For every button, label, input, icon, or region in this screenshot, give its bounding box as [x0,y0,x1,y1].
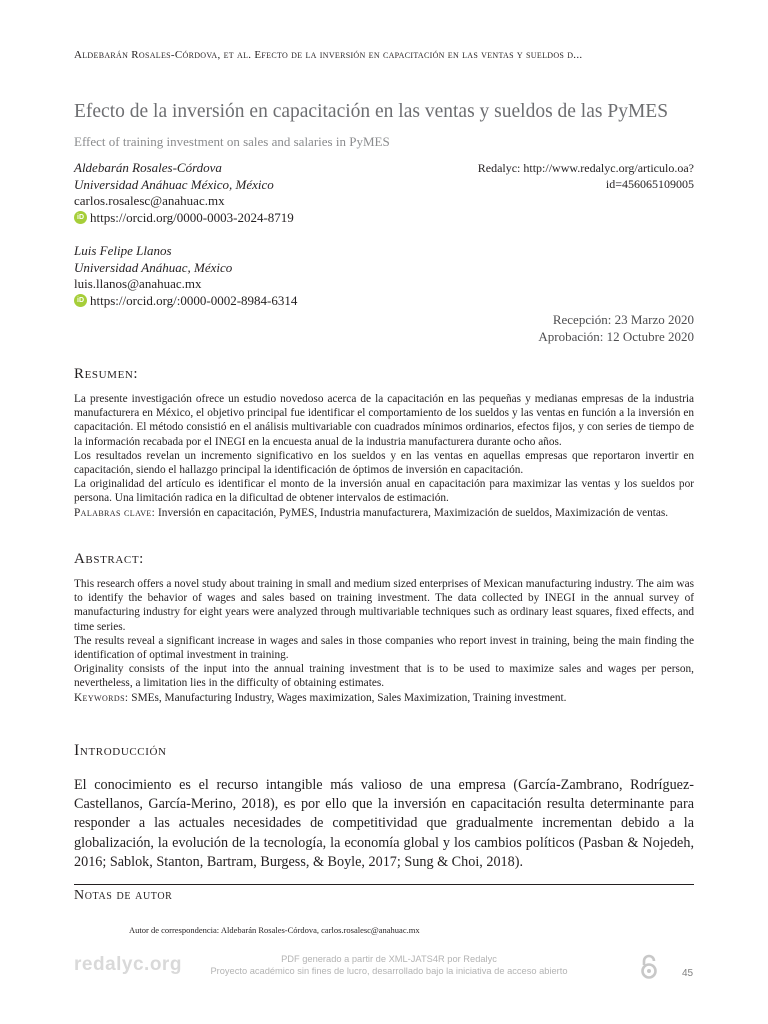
approved-date: Aprobación: 12 Octubre 2020 [538,329,694,344]
footer-text [204,953,574,977]
abstract-body [74,577,694,705]
resumen-paragraph: Los resultados revelan un incremento significativo en los sueldos y en las ventas en aquellas empresas que reportaron invertir en capacitación, siendo el hallazgo principal la identificación de óptimos de inversión en capacitación. [74,449,694,477]
open-access-icon [640,954,658,985]
correspondence-note: Autor de correspondencia: Aldebarán Rosales-Córdova, carlos.rosalesc@anahuac.mx [129,925,420,935]
notas-heading: Notas de autor [74,888,173,903]
orcid-icon: iD [74,211,87,224]
abstract-paragraph: The results reveal a significant increase in wages and sales in those companies who report invest in training, being the main finding the identification of optimal investment in training. [74,634,694,662]
redalyc-id: id=456065109005 [605,177,694,191]
author-email[interactable]: carlos.rosalesc@anahuac.mx [74,193,225,208]
abstract-paragraph: This research offers a novel study about training in small and medium sized enterprises of Mexican manufacturing industry. The aim was to identify the behavior of wages and sales based on training investment. The data collected by INEGI in the annual survey of manufacturing industry for eight years were analyzed through multivariable techniques such as ordinary least squares, fixed effects, and time series. [74,578,694,633]
orcid-icon: iD [74,294,87,307]
keywords-text: SMEs, Manufacturing Industry, Wages maximization, Sales Maximization, Training investment. [131,691,567,704]
resumen-paragraph: La presente investigación ofrece un estudio novedoso acerca de la capacitación en las pequeñas y medianas empresas de la industria manufacturera en México, el objetivo principal fue identificar el comportamiento de los sueldos y las ventas en función a la inversión en capacitación. El método consistió en el análisis multivariable con cuadrados mínimos ordinarios, efectos fijos, y con series de tiempo de la información recabada por el INEGI en la encuesta anual de la industria manufacturera durante ocho años. [74,393,694,448]
redalyc-link[interactable]: Redalyc: http://www.redalyc.org/articulo.oa? [477,161,694,175]
resumen-paragraph: La originalidad del artículo es identificar el monto de la inversión anual en capacitación para maximizar las ventas y los sueldos por persona. Una limitación radica en la dificultad de obtener intervalos de estimación. [74,478,694,505]
orcid-line [74,210,294,227]
orcid-line [74,293,297,310]
keywords-text: Inversión en capacitación, PyMES, Industria manufacturera, Maximización de sueldos, Maximización de ventas. [158,506,669,519]
notes-divider [74,884,694,885]
author-block-2 [74,243,297,309]
author-email[interactable]: luis.llanos@anahuac.mx [74,276,202,291]
redalyc-reference [478,160,694,192]
footer-line-2: Proyecto académico sin fines de lucro, desarrollado bajo la iniciativa de acceso abierto [210,966,568,976]
resumen-heading: Resumen: [74,366,139,382]
author-block-1 [74,160,294,226]
keywords-label: Palabras clave: [74,506,156,519]
redalyc-logo: redalyc.org [74,954,182,975]
orcid-link[interactable]: https://orcid.org/0000-0003-2024-8719 [90,209,294,225]
article-subtitle-english: Effect of training investment on sales and salaries in PyMES [74,134,390,149]
running-head: Aldebarán Rosales-Córdova, et al. Efecto de la inversión en capacitación en las ventas y sueldos d... [74,49,583,61]
author-affiliation: Universidad Anáhuac México, México [74,176,274,192]
introduccion-body [74,776,694,872]
footer-line-1: PDF generado a partir de XML-JATS4R por Redalyc [281,954,497,964]
article-title: Efecto de la inversión en capacitación en las ventas y sueldos de las PyMES [74,101,669,122]
introduccion-heading: Introducción [74,742,167,759]
page-number: 45 [682,968,694,979]
author-name: Aldebarán Rosales-Córdova [74,160,222,175]
received-date: Recepción: 23 Marzo 2020 [552,312,694,327]
introduccion-paragraph: El conocimiento es el recurso intangible más valioso de una empresa (García-Zambrano, Rodríguez-Castellanos, García-Merino, 2018), es por ello que la inversión en capacitación resulta determinante para responder a las actuales necesidades de competitividad que gradualmente incrementan debido a la globalización, la evolución de la tecnología, la economía global y los cambios políticos (Pasban & Nojedeh, 2016; Sablok, Stanton, Bartram, Burgess, & Boyle, 2017; Sung & Choi, 2018). [74,777,694,870]
article-page [74,0,694,1024]
author-affiliation: Universidad Anáhuac, México [74,259,233,275]
abstract-heading: Abstract: [74,551,144,567]
author-name: Luis Felipe Llanos [74,243,172,258]
article-dates [538,311,694,345]
resumen-body [74,392,694,520]
resumen-keywords [74,506,694,520]
orcid-link[interactable]: https://orcid.org/:0000-0002-8984-6314 [90,292,298,308]
keywords-label: Keywords: [74,691,129,704]
abstract-keywords [74,691,694,705]
abstract-paragraph: Originality consists of the input into the annual training investment that is to be used to maximize sales and wages per person, nevertheless, a limitation lies in the difficulty of obtaining estimates. [74,663,694,690]
